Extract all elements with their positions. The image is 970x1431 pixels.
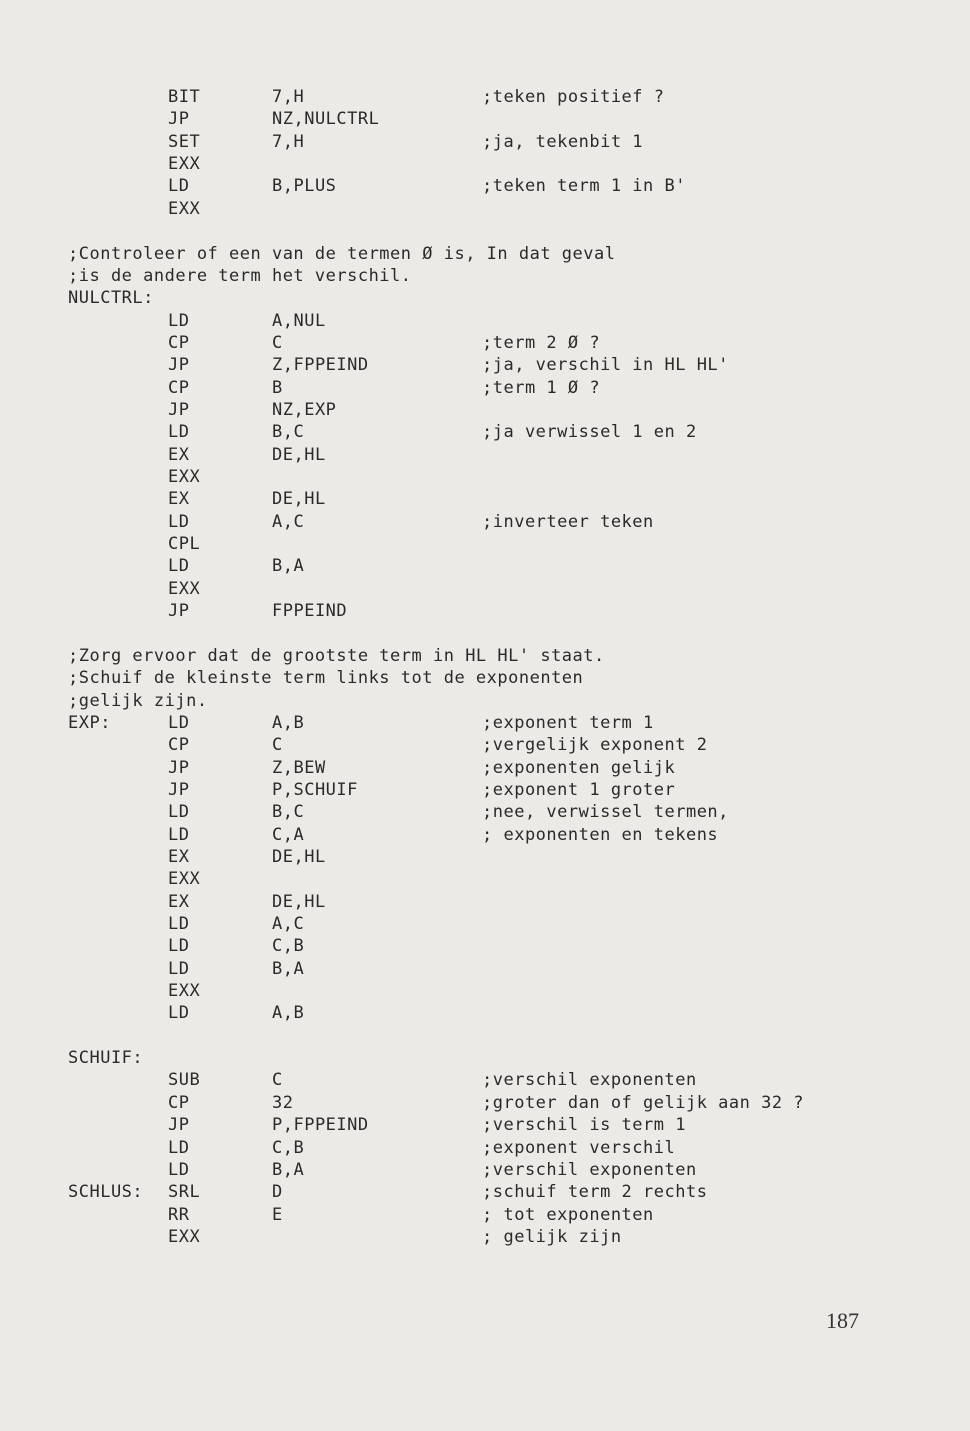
code-operand: DE,HL	[272, 891, 326, 912]
code-operand: Z,FPPEIND	[272, 355, 369, 376]
code-line	[0, 332, 960, 354]
code-line	[0, 1002, 960, 1024]
code-opcode: EXX	[168, 578, 201, 599]
code-line	[0, 824, 960, 846]
code-line	[0, 690, 960, 712]
code-line	[0, 1025, 960, 1047]
code-operand: P,FPPEIND	[272, 1115, 369, 1136]
code-line	[0, 1159, 960, 1181]
code-opcode: EXX	[168, 1226, 201, 1247]
code-comment: ;vergelijk exponent 2	[482, 735, 708, 756]
code-comment: ;ja verwissel 1 en 2	[482, 422, 697, 443]
code-line	[0, 645, 960, 667]
code-line	[0, 488, 960, 510]
code-line	[0, 1204, 960, 1226]
code-line	[0, 354, 960, 376]
code-comment: ;exponenten gelijk	[482, 757, 676, 778]
code-opcode: LD	[168, 176, 190, 197]
code-line	[0, 868, 960, 890]
code-line	[0, 1226, 960, 1248]
code-line	[0, 667, 960, 689]
code-comment: ;term 1 Ø ?	[482, 377, 601, 398]
code-line	[0, 935, 960, 957]
code-operand: B,A	[272, 958, 305, 979]
code-operand: C	[272, 332, 283, 353]
code-opcode: EX	[168, 891, 190, 912]
code-opcode: JP	[168, 1115, 190, 1136]
code-opcode: JP	[168, 399, 190, 420]
code-comment: ;inverteer teken	[482, 511, 654, 532]
code-line	[0, 399, 960, 421]
code-line	[0, 600, 960, 622]
code-opcode: LD	[168, 556, 190, 577]
code-operand: B,A	[272, 556, 305, 577]
code-line	[0, 801, 960, 823]
code-line	[0, 779, 960, 801]
code-line	[0, 555, 960, 577]
code-opcode: JP	[168, 779, 190, 800]
code-comment: ;teken term 1 in B'	[482, 176, 686, 197]
code-opcode: CP	[168, 377, 190, 398]
code-operand: FPPEIND	[272, 601, 348, 622]
code-line	[0, 421, 960, 443]
code-comment: ;teken positief ?	[482, 87, 665, 107]
code-opcode: LD	[168, 1137, 190, 1158]
code-line	[0, 466, 960, 488]
code-line	[0, 1137, 960, 1159]
code-operand: NZ,EXP	[272, 399, 337, 420]
code-opcode: JP	[168, 355, 190, 376]
code-label: ;is de andere term het verschil.	[68, 265, 412, 286]
code-operand: DE,HL	[272, 846, 326, 867]
code-line	[0, 846, 960, 868]
code-operand: A,NUL	[272, 310, 326, 331]
code-operand: A,C	[272, 511, 305, 532]
code-line	[0, 287, 960, 309]
code-opcode: EXX	[168, 198, 201, 219]
code-label: NULCTRL:	[68, 288, 154, 309]
code-opcode: JP	[168, 109, 190, 130]
code-operand: DE,HL	[272, 489, 326, 510]
code-line	[0, 265, 960, 287]
code-line	[0, 1114, 960, 1136]
code-line	[0, 377, 960, 399]
code-line	[0, 310, 960, 332]
code-line	[0, 1047, 960, 1069]
code-opcode: EXX	[168, 869, 201, 890]
code-line	[0, 533, 960, 555]
code-line	[0, 444, 960, 466]
code-opcode: CP	[168, 735, 190, 756]
code-opcode: LD	[168, 1003, 190, 1024]
code-comment: ; tot exponenten	[482, 1204, 654, 1225]
code-operand: C	[272, 735, 283, 756]
code-comment: ;exponent verschil	[482, 1137, 676, 1158]
code-comment: ;nee, verwissel termen,	[482, 802, 729, 823]
code-line	[0, 757, 960, 779]
code-opcode: JP	[168, 601, 190, 622]
code-comment: ;verschil exponenten	[482, 1159, 697, 1180]
code-label: ;Controleer of een van de termen Ø is, In dat geval	[68, 243, 616, 264]
code-opcode: LD	[168, 824, 190, 845]
code-operand: 7,H	[272, 131, 305, 152]
code-line	[0, 1181, 960, 1203]
code-operand: C,A	[272, 824, 305, 845]
code-comment: ; gelijk zijn	[482, 1226, 622, 1247]
code-operand: DE,HL	[272, 444, 326, 465]
code-line	[0, 153, 960, 175]
code-operand: A,C	[272, 914, 305, 934]
code-opcode: LD	[168, 310, 190, 331]
code-opcode: LD	[168, 1159, 190, 1180]
code-line	[0, 1092, 960, 1114]
code-line	[0, 220, 960, 242]
code-line	[0, 712, 960, 734]
code-operand: B,A	[272, 1159, 305, 1180]
code-line	[0, 131, 960, 153]
code-operand: 7,H	[272, 87, 305, 107]
code-opcode: EXX	[168, 154, 201, 175]
code-line	[0, 511, 960, 533]
code-operand: A,B	[272, 712, 305, 733]
code-opcode: SUB	[168, 1070, 201, 1091]
code-opcode: LD	[168, 914, 190, 934]
code-line	[0, 108, 960, 130]
code-operand: A,B	[272, 1003, 305, 1024]
code-line	[0, 243, 960, 265]
code-line	[0, 175, 960, 197]
code-opcode: CP	[168, 1092, 190, 1113]
code-operand: B,C	[272, 422, 305, 443]
code-operand: D	[272, 1182, 283, 1203]
code-operand: E	[272, 1204, 283, 1225]
code-comment: ;ja, verschil in HL HL'	[482, 355, 729, 376]
code-opcode: SRL	[168, 1182, 201, 1203]
code-comment: ;verschil exponenten	[482, 1070, 697, 1091]
code-line	[0, 891, 960, 913]
code-opcode: LD	[168, 511, 190, 532]
code-line	[0, 622, 960, 644]
code-operand: 32	[272, 1092, 294, 1113]
code-opcode: RR	[168, 1204, 190, 1225]
code-opcode: LD	[168, 936, 190, 957]
code-opcode: JP	[168, 757, 190, 778]
page-number: 187	[826, 1308, 859, 1333]
code-operand: B,PLUS	[272, 176, 337, 197]
code-line	[0, 86, 960, 108]
code-label: EXP:	[68, 712, 111, 733]
code-line	[0, 1069, 960, 1091]
code-operand: NZ,NULCTRL	[272, 109, 380, 130]
code-opcode: EXX	[168, 467, 201, 487]
code-opcode: BIT	[168, 87, 201, 107]
code-comment: ;exponent term 1	[482, 712, 654, 733]
code-comment: ;ja, tekenbit 1	[482, 131, 644, 152]
code-label: SCHLUS:	[68, 1182, 144, 1203]
code-opcode: SET	[168, 131, 201, 152]
code-comment: ;verschil is term 1	[482, 1115, 686, 1136]
code-comment: ;exponent 1 groter	[482, 779, 676, 800]
code-opcode: CPL	[168, 534, 201, 554]
code-comment: ;term 2 Ø ?	[482, 332, 601, 353]
code-opcode: EXX	[168, 981, 201, 1001]
code-operand: C,B	[272, 1137, 305, 1158]
code-label: SCHUIF:	[68, 1048, 144, 1069]
code-opcode: LD	[168, 958, 190, 979]
code-line	[0, 198, 960, 220]
code-operand: Z,BEW	[272, 757, 326, 778]
code-comment: ;schuif term 2 rechts	[482, 1182, 708, 1203]
code-opcode: LD	[168, 802, 190, 823]
code-label: ;Schuif de kleinste term links tot de exponenten	[68, 668, 584, 689]
code-line	[0, 578, 960, 600]
code-label: ;gelijk zijn.	[68, 690, 208, 711]
code-comment: ; exponenten en tekens	[482, 824, 719, 845]
code-line	[0, 980, 960, 1002]
code-opcode: LD	[168, 712, 190, 733]
code-opcode: CP	[168, 332, 190, 353]
code-operand: C,B	[272, 936, 305, 957]
code-opcode: EX	[168, 444, 190, 465]
code-operand: C	[272, 1070, 283, 1091]
code-label: ;Zorg ervoor dat de grootste term in HL HL' staat.	[68, 645, 605, 666]
code-operand: P,SCHUIF	[272, 779, 358, 800]
code-line	[0, 734, 960, 756]
code-line	[0, 958, 960, 980]
code-operand: B,C	[272, 802, 305, 823]
code-opcode: EX	[168, 489, 190, 510]
code-comment: ;groter dan of gelijk aan 32 ?	[482, 1092, 805, 1113]
code-line	[0, 913, 960, 935]
code-opcode: EX	[168, 846, 190, 867]
code-operand: B	[272, 377, 283, 398]
code-opcode: LD	[168, 422, 190, 443]
